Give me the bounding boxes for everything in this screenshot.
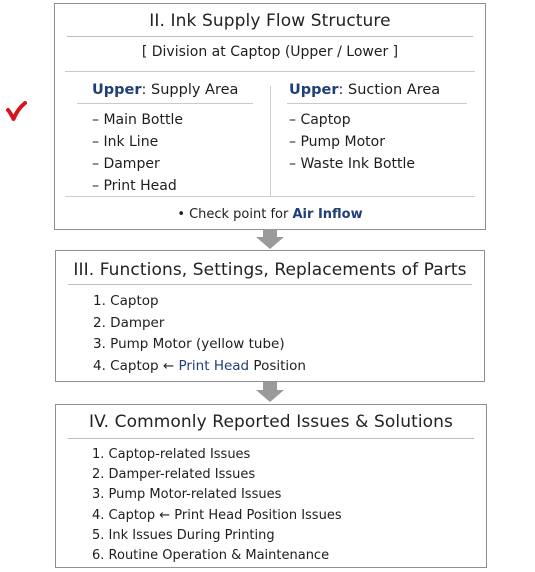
issues-list xyxy=(56,439,486,566)
reported-issues-box xyxy=(55,404,487,568)
suction-area-heading-accent: Upper xyxy=(289,82,339,98)
list-item: 6. Routine Operation & Maintenance xyxy=(92,547,330,563)
item4-suffix: Position xyxy=(249,357,306,374)
list-item: – Main Bottle xyxy=(92,112,183,128)
list-item: – Waste Ink Bottle xyxy=(289,156,416,172)
red-check-mark-icon xyxy=(4,101,28,123)
supply-area-heading-rest: : Supply Area xyxy=(141,82,239,98)
down-arrow-icon xyxy=(255,229,285,249)
section-functions-title: III. Functions, Settings, Replacements of Parts xyxy=(73,260,467,280)
checkpoint-accent: Air Inflow xyxy=(292,207,363,222)
section-supply-subtitle: [ Division at Captop (Upper / Lower ] xyxy=(141,44,399,60)
suction-area-heading xyxy=(287,72,467,104)
section-supply-title: II. Ink Supply Flow Structure xyxy=(149,11,391,31)
list-item: – Ink Line xyxy=(92,134,159,150)
suction-area-heading-rest: : Suction Area xyxy=(338,82,441,98)
section-issues-title: IV. Commonly Reported Issues & Solutions xyxy=(88,412,453,432)
column-divider xyxy=(270,86,271,197)
list-item: 2. Damper-related Issues xyxy=(92,467,256,483)
supply-area-heading xyxy=(77,72,253,104)
list-item xyxy=(93,356,484,378)
functions-settings-box xyxy=(55,250,485,382)
supply-area-list xyxy=(77,104,253,197)
supply-area-heading-accent: Upper xyxy=(92,82,142,98)
item4-prefix: 4. Captop ← xyxy=(93,357,179,374)
suction-area-column xyxy=(287,72,467,175)
list-item: 5. Ink Issues During Printing xyxy=(92,527,275,543)
list-item: – Print Head xyxy=(92,178,177,194)
list-item: 3. Pump Motor-related Issues xyxy=(92,487,282,503)
list-item: – Captop xyxy=(289,112,351,128)
list-item: 2. Damper xyxy=(93,314,165,331)
list-item: 1. Captop xyxy=(93,293,159,309)
list-item: – Damper xyxy=(92,156,160,172)
supply-area-column xyxy=(77,72,253,197)
item4-blue: Print Head xyxy=(178,357,250,374)
checkpoint-note xyxy=(55,207,485,222)
supply-columns xyxy=(55,72,485,194)
functions-list xyxy=(56,285,484,377)
down-arrow-icon xyxy=(255,382,285,402)
list-item: 4. Captop ← Print Head Position Issues xyxy=(92,507,342,523)
checkpoint-divider xyxy=(65,196,475,197)
ink-supply-flow-box xyxy=(54,3,486,230)
list-item: 3. Pump Motor (yellow tube) xyxy=(93,336,285,352)
checkpoint-text: Check point for xyxy=(189,207,293,222)
list-item: 1. Captop-related Issues xyxy=(92,447,251,462)
bullet-icon: • xyxy=(177,207,186,222)
list-item: – Pump Motor xyxy=(289,134,385,150)
title-divider xyxy=(67,36,473,37)
suction-area-list xyxy=(287,104,467,175)
